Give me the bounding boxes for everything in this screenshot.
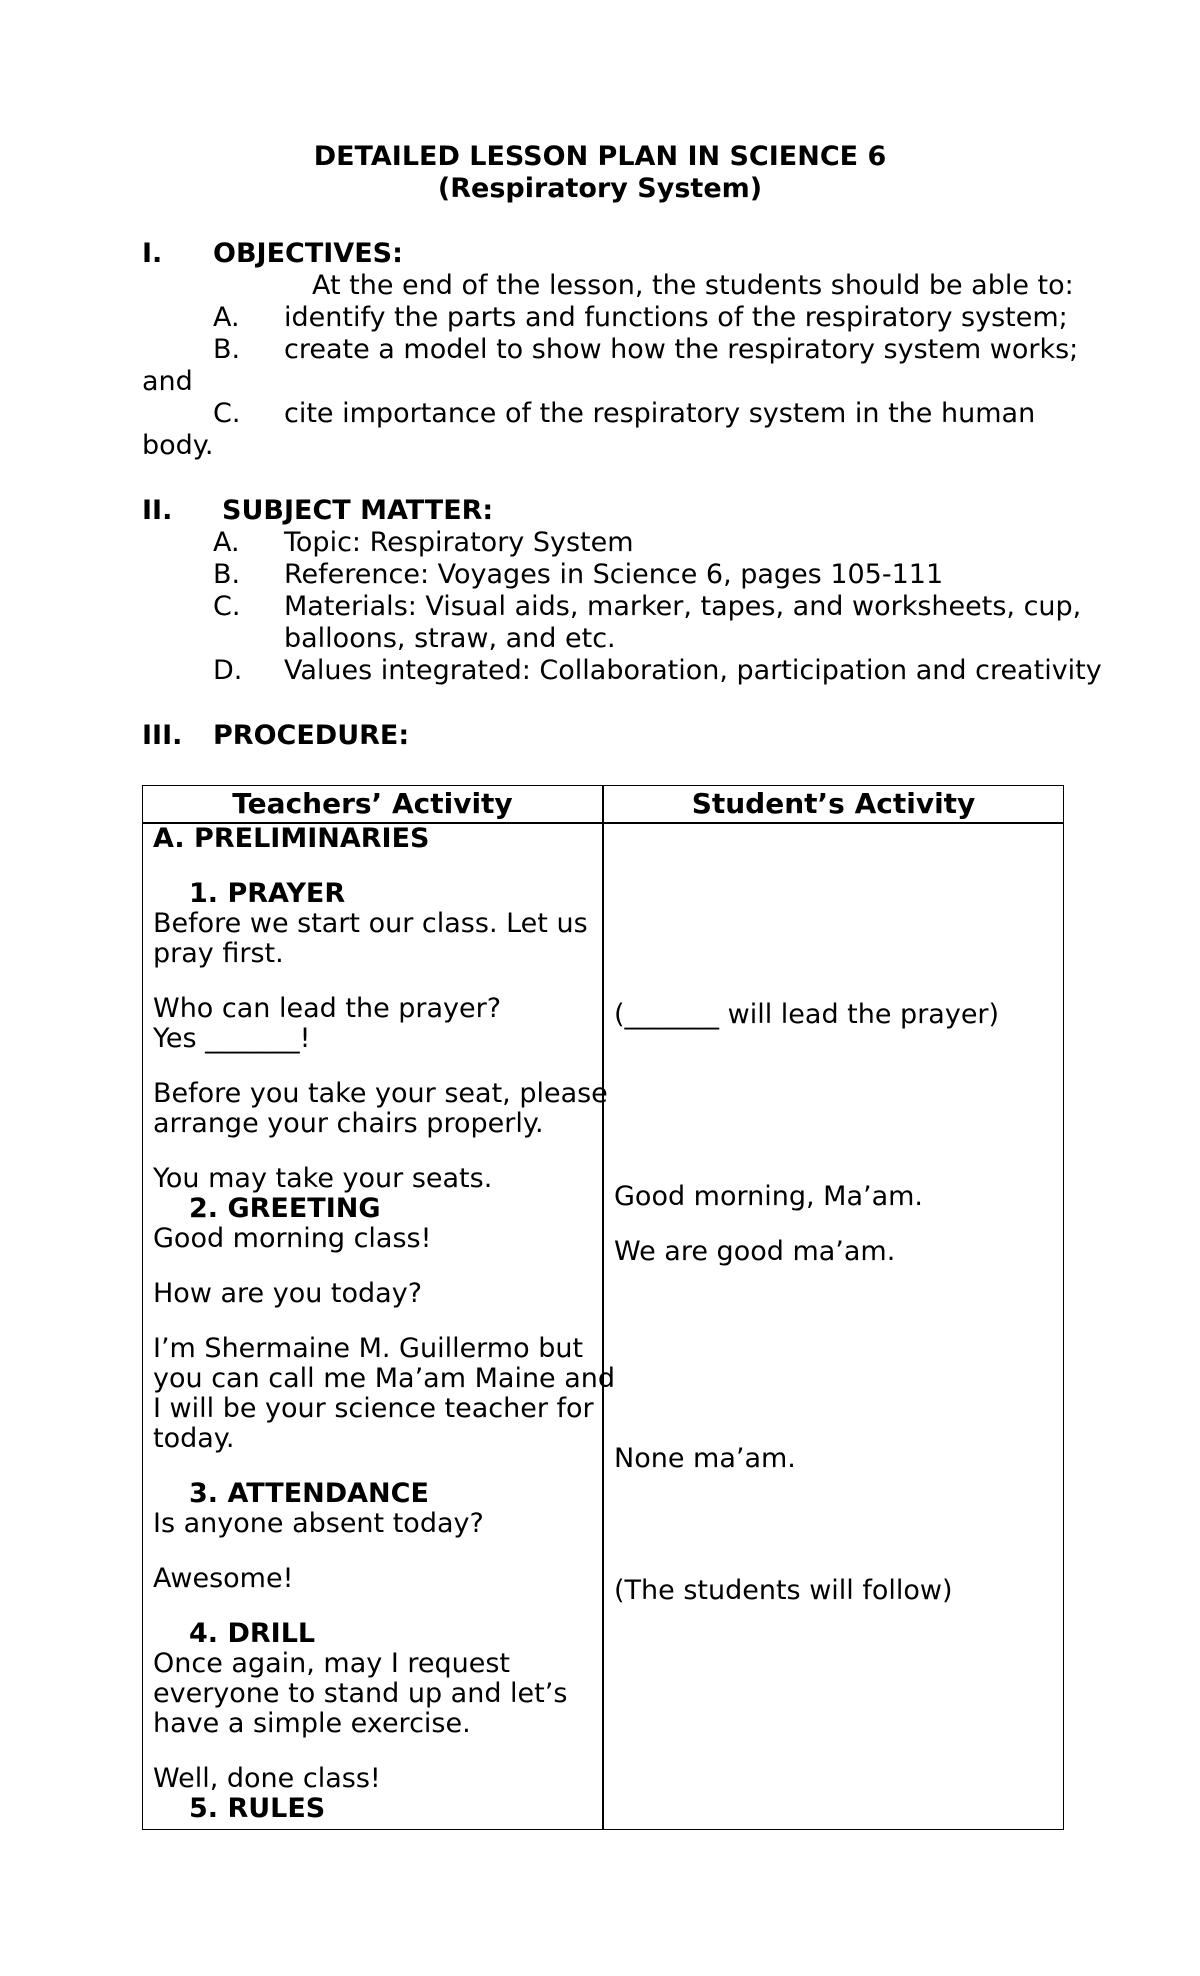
teacher-line: Awesome! [153,1563,294,1594]
teacher-line: you can call me Ma’am Maine and [153,1363,616,1394]
subject-letter: C. [213,591,241,622]
prayer-heading: 1. PRAYER [189,878,346,909]
teacher-line: Once again, may I request [153,1648,510,1679]
objective-text: create a model to show how the respiratory system works; [284,334,1079,365]
teacher-line: Yes _______! [153,1023,311,1054]
teacher-line: You may take your seats. [153,1163,493,1194]
preliminaries-heading: A. PRELIMINARIES [153,823,430,854]
student-line: (_______ will lead the prayer) [614,999,1000,1030]
subject-letter: A. [213,527,240,558]
subject-text-continued: balloons, straw, and etc. [284,623,616,654]
subject-text: Reference: Voyages in Science 6, pages 105-111 [284,559,944,590]
teacher-line: have a simple exercise. [153,1708,471,1739]
procedure-table [142,785,1064,1830]
document-subtitle: (Respiratory System) [437,173,763,204]
section-numeral-procedure: III. [142,720,183,751]
rules-heading: 5. RULES [189,1793,326,1824]
greeting-heading: 2. GREETING [189,1193,381,1224]
teacher-line: pray first. [153,938,284,969]
teacher-line: Before you take your seat, please [153,1078,608,1109]
objective-text-continued: and [142,366,193,397]
student-line: Good morning, Ma’am. [614,1181,924,1212]
student-line: We are good ma’am. [614,1236,896,1267]
objective-letter: B. [213,334,241,365]
teacher-line: I will be your science teacher for [153,1393,594,1424]
teacher-line: Before we start our class. Let us [153,908,588,939]
subject-text: Values integrated: Collaboration, participation and creativity [284,655,1102,686]
teacher-line: arrange your chairs properly. [153,1108,544,1139]
drill-heading: 4. DRILL [189,1618,316,1649]
subject-text: Materials: Visual aids, marker, tapes, and worksheets, cup, [284,591,1082,622]
objective-letter: A. [213,302,240,333]
teacher-line: everyone to stand up and let’s [153,1678,568,1709]
teacher-line: today. [153,1423,235,1454]
student-line: (The students will follow) [614,1575,953,1606]
objectives-heading: OBJECTIVES: [213,238,403,269]
subject-text: Topic: Respiratory System [284,527,634,558]
document-title: DETAILED LESSON PLAN IN SCIENCE 6 [313,141,887,172]
teacher-line: Who can lead the prayer? [153,993,502,1024]
teacher-line: Well, done class! [153,1763,381,1794]
teacher-line: How are you today? [153,1278,423,1309]
subject-matter-heading: SUBJECT MATTER: [222,495,494,526]
teacher-line: Good morning class! [153,1223,432,1254]
header-students-activity: Student’s Activity [691,787,976,820]
subject-letter: D. [213,655,243,686]
objectives-intro: At the end of the lesson, the students should be able to: [312,270,1074,301]
teacher-line: I’m Shermaine M. Guillermo but [153,1333,584,1364]
section-numeral-subject-matter: II. [142,495,173,526]
objective-letter: C. [213,398,241,429]
table-column-divider [602,786,604,1829]
procedure-heading: PROCEDURE: [213,720,410,751]
teacher-line: Is anyone absent today? [153,1508,484,1539]
objective-text-continued: body. [142,430,214,461]
attendance-heading: 3. ATTENDANCE [189,1478,429,1509]
header-teachers-activity: Teachers’ Activity [232,787,513,820]
student-line: None ma’am. [614,1443,796,1474]
objective-text: identify the parts and functions of the respiratory system; [284,302,1068,333]
section-numeral-objectives: I. [142,238,163,269]
objective-text: cite importance of the respiratory system in the human [284,398,1036,429]
subject-letter: B. [213,559,241,590]
